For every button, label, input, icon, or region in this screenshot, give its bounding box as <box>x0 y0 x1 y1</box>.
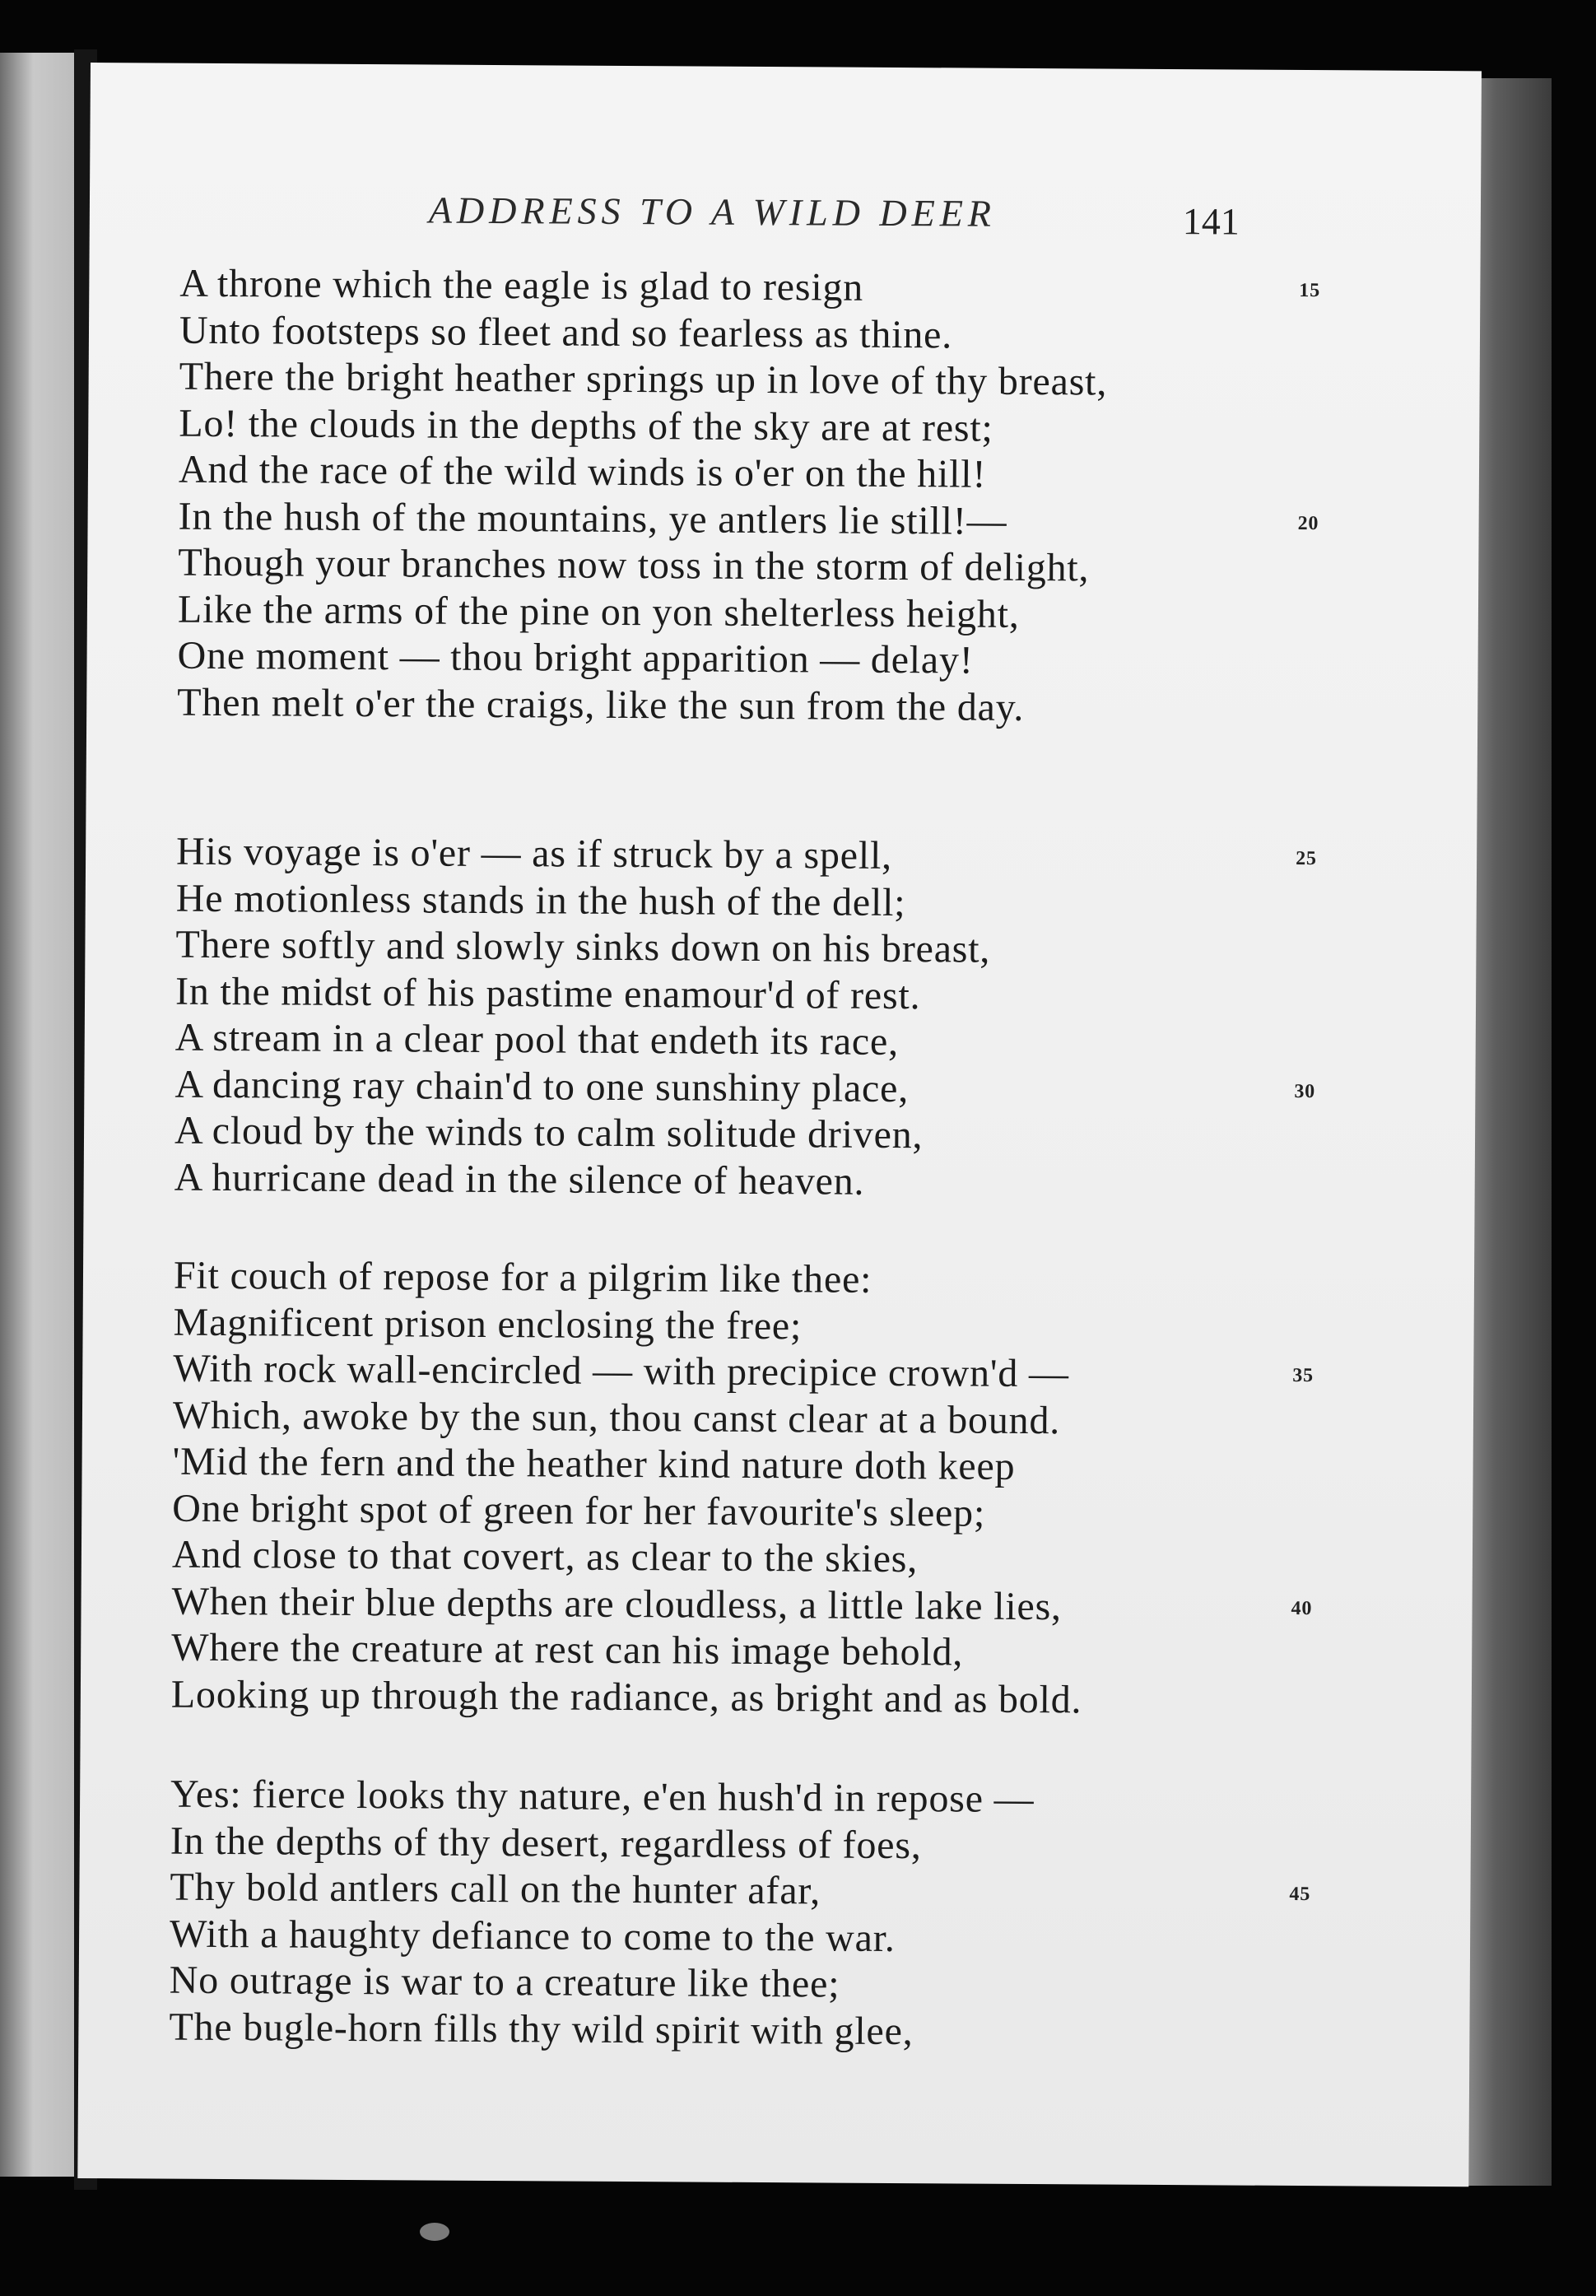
poem-line <box>175 968 1344 1022</box>
line-number: 30 <box>1294 1080 1316 1102</box>
line-text: In the depths of thy desert, regardless of foes, <box>170 1819 922 1867</box>
line-number: 20 <box>1297 512 1319 534</box>
line-number: 25 <box>1296 847 1317 870</box>
poem-line <box>170 1958 1338 2011</box>
poem-line <box>172 1485 1341 1539</box>
line-text: Which, awoke by the sun, thou canst clear at a bound. <box>172 1393 1061 1442</box>
line-text: A throne which the eagle is glad to resign <box>179 261 864 310</box>
line-text: Where the creature at rest can his image behold, <box>171 1625 964 1674</box>
line-number: 35 <box>1292 1364 1314 1387</box>
line-text: A dancing ray chain'd to one sunshiny place, <box>174 1062 910 1111</box>
poem-line <box>170 1911 1338 1964</box>
line-text: One moment — thou bright apparition — delay! <box>177 633 974 682</box>
poem-line <box>179 261 1348 314</box>
line-text: 'Mid the fern and the heather kind nature doth keep <box>172 1439 1016 1488</box>
poem-line <box>170 1772 1339 1825</box>
line-text: One bright spot of green for her favourite's sleep; <box>172 1486 986 1535</box>
line-text: In the midst of his pastime enamour'd of rest. <box>174 969 921 1018</box>
line-text: Yes: fierce looks thy nature, e'en hush'd in repose — <box>170 1772 1035 1822</box>
line-text: When their blue depths are cloudless, a little lake lies, <box>171 1579 1062 1628</box>
line-text: Magnificent prison enclosing the free; <box>173 1300 803 1348</box>
poem-line <box>172 1532 1341 1586</box>
stanza-3 <box>171 1253 1342 1725</box>
poem-line <box>172 1439 1341 1493</box>
line-text: And close to that covert, as clear to the skies, <box>171 1532 919 1581</box>
poem-line <box>171 1578 1340 1632</box>
poem-line <box>179 447 1347 501</box>
line-number: 40 <box>1291 1597 1313 1619</box>
page-number: 141 <box>1182 200 1240 243</box>
line-text: A cloud by the winds to calm solitude driven, <box>174 1108 924 1157</box>
poem-line <box>179 354 1347 408</box>
poem-line <box>176 875 1345 929</box>
stanza-2 <box>174 829 1346 1209</box>
line-text: Then melt o'er the craigs, like the sun from the day. <box>177 680 1025 729</box>
line-text: A stream in a clear pool that endeth its race, <box>174 1015 900 1064</box>
line-text: He motionless stands in the hush of the dell; <box>175 876 906 924</box>
poem-line <box>177 679 1346 733</box>
poem-line <box>174 1108 1343 1162</box>
poem-line <box>173 1346 1342 1399</box>
line-text: His voyage is o'er — as if struck by a spell, <box>175 829 893 878</box>
poem-line <box>171 1671 1340 1725</box>
line-text: Unto footsteps so fleet and so fearless as thine. <box>179 308 953 356</box>
line-text: In the hush of the mountains, ye antlers lie still!— <box>178 494 1007 543</box>
line-text: With rock wall-encircled — with precipice crown'd — <box>173 1346 1069 1396</box>
line-text: With a haughty defiance to come to the war. <box>169 1912 896 1960</box>
poem-line <box>169 2004 1338 2057</box>
poem-line <box>178 540 1347 594</box>
scan-smudge <box>420 2223 449 2241</box>
line-text: And the race of the wild winds is o'er on the hill! <box>178 447 987 496</box>
line-number: 15 <box>1299 279 1321 302</box>
running-head: ADDRESS TO A WILD DEER <box>428 189 997 235</box>
poem-line <box>179 400 1347 454</box>
stanza-4 <box>169 1772 1339 2058</box>
line-text: No outrage is war to a creature like thee; <box>169 1958 840 2006</box>
poem-line <box>170 1865 1338 1918</box>
line-text: Looking up through the radiance, as bright and as bold. <box>170 1672 1082 1721</box>
poem-line <box>178 586 1347 640</box>
poem-line <box>170 1818 1339 1871</box>
line-text: Fit couch of repose for a pilgrim like thee: <box>173 1253 872 1302</box>
book-page <box>77 63 1482 2187</box>
line-text: Like the arms of the pine on yon shelterless height, <box>177 587 1020 636</box>
line-text: Lo! the clouds in the depths of the sky are at rest; <box>179 401 993 450</box>
line-text: There the bright heather springs up in love of thy breast, <box>179 354 1108 404</box>
facing-page-edge <box>0 53 74 2177</box>
poem-line <box>174 1061 1343 1115</box>
line-text: Though your branches now toss in the storm of delight, <box>178 540 1090 590</box>
poem-line <box>173 1392 1342 1446</box>
poem-line <box>174 1253 1342 1306</box>
poem-line <box>176 829 1345 883</box>
poem-line <box>174 1154 1343 1208</box>
line-text: There softly and slowly sinks down on his breast, <box>175 922 991 971</box>
line-text: A hurricane dead in the silence of heaven. <box>174 1155 865 1204</box>
poem-line <box>177 633 1346 687</box>
poem-line <box>178 493 1347 547</box>
poem-line <box>171 1625 1340 1679</box>
poem-line <box>175 922 1344 976</box>
line-text: The bugle-horn fills thy wild spirit with glee, <box>169 2005 914 2053</box>
poem-line <box>175 1015 1344 1069</box>
poem-line <box>173 1299 1342 1353</box>
line-text: Thy bold antlers call on the hunter afar, <box>170 1865 821 1913</box>
poem-line <box>179 307 1348 361</box>
stanza-1 <box>177 261 1348 734</box>
line-number: 45 <box>1289 1883 1311 1906</box>
